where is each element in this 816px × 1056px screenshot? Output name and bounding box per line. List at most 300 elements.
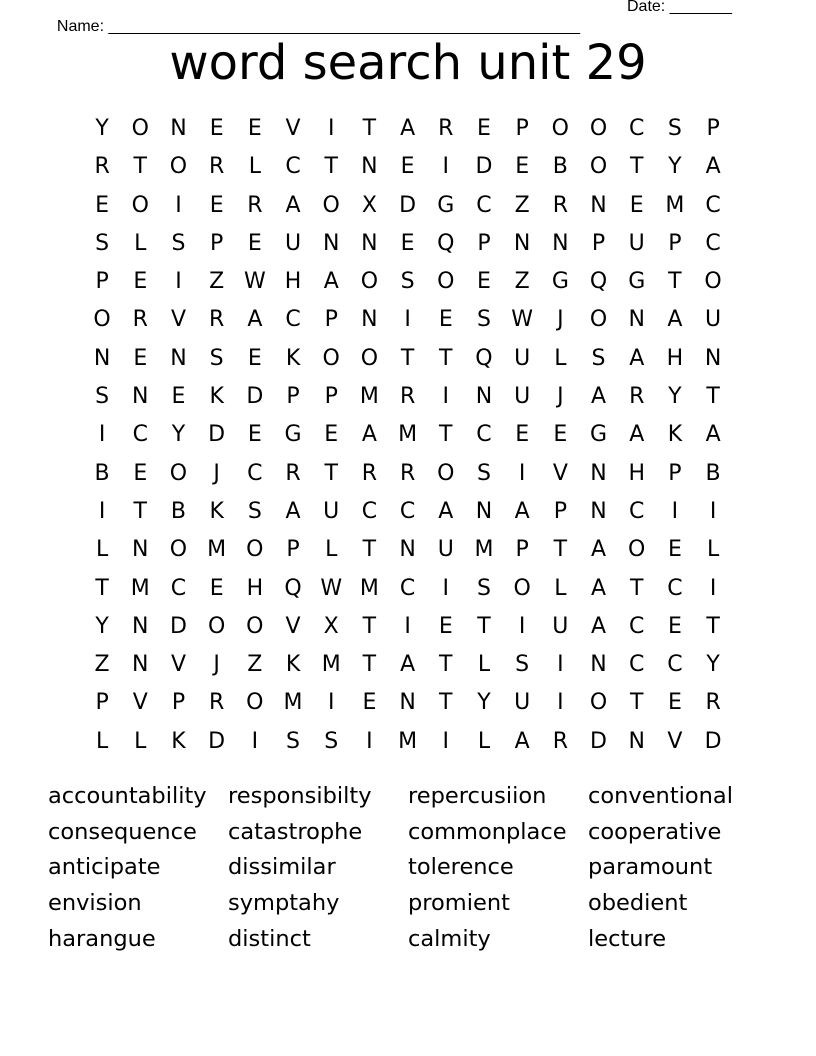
letter-grid	[83, 110, 731, 761]
grid-letter: O	[246, 690, 264, 716]
grid-letter: Y	[477, 690, 491, 716]
grid-letter: N	[132, 384, 149, 410]
grid-letter: V	[552, 460, 568, 486]
grid-letter: L	[325, 537, 338, 563]
grid-letter: M	[359, 384, 379, 410]
grid-letter: T	[706, 384, 720, 410]
grid-letter: Q	[589, 269, 608, 295]
grid-letter: L	[134, 230, 147, 256]
word-list-item: symptahy	[228, 890, 340, 917]
grid-letter: M	[665, 192, 685, 218]
grid-letter: G	[437, 192, 455, 218]
grid-letter: C	[132, 422, 148, 448]
grid-letter: C	[705, 230, 721, 256]
grid-letter: K	[285, 652, 301, 678]
grid-letter: U	[514, 384, 531, 410]
grid-letter: H	[246, 575, 264, 601]
grid-letter: T	[439, 690, 453, 716]
grid-letter: E	[133, 460, 148, 486]
grid-letter: E	[667, 537, 682, 563]
grid-letter: O	[93, 307, 111, 333]
word-list-item: harangue	[48, 925, 156, 952]
grid-letter: M	[321, 652, 341, 678]
grid-letter: R	[399, 460, 416, 486]
grid-letter: T	[324, 460, 338, 486]
grid-letter: P	[477, 230, 491, 256]
grid-letter: N	[361, 230, 378, 256]
grid-letter: T	[439, 345, 453, 371]
grid-letter: P	[286, 537, 300, 563]
word-list-item: paramount	[588, 854, 713, 881]
grid-letter: D	[590, 728, 607, 754]
grid-letter: U	[514, 345, 531, 371]
grid-letter: V	[285, 116, 301, 141]
grid-letter: M	[207, 537, 227, 563]
grid-letter: I	[404, 307, 411, 333]
grid-letter: A	[400, 116, 416, 141]
grid-letter: P	[324, 384, 338, 410]
grid-letter: C	[705, 192, 721, 218]
grid-letter: K	[209, 498, 224, 524]
grid-letter: M	[283, 690, 303, 716]
grid-letter: J	[557, 384, 564, 410]
grid-letter: T	[629, 690, 644, 716]
grid-letter: W	[243, 269, 266, 295]
grid-letter: O	[322, 192, 340, 218]
grid-letter: Z	[514, 192, 530, 218]
grid-letter: I	[442, 575, 450, 601]
grid-letter: P	[95, 269, 109, 295]
grid-letter: E	[362, 690, 377, 716]
grid-letter: E	[171, 384, 186, 410]
grid-letter: N	[475, 498, 493, 524]
grid-letter: E	[247, 422, 262, 448]
grid-letter: N	[628, 307, 645, 333]
grid-letter: N	[132, 537, 149, 563]
grid-letter: M	[474, 537, 494, 563]
grid-letter: P	[210, 230, 224, 256]
grid-letter: P	[706, 116, 720, 141]
grid-letter: E	[400, 230, 415, 256]
grid-letter: E	[667, 690, 682, 716]
grid-letter: O	[207, 613, 226, 639]
grid-letter: R	[361, 460, 378, 486]
grid-letter: O	[360, 269, 379, 295]
grid-letter: I	[442, 728, 450, 754]
grid-letter: A	[667, 307, 683, 333]
grid-letter: Y	[668, 154, 682, 180]
grid-letter: I	[518, 613, 526, 639]
grid-letter: E	[438, 307, 453, 333]
grid-letter: X	[361, 192, 377, 218]
grid-letter: A	[629, 422, 645, 448]
grid-letter: Z	[247, 652, 263, 678]
grid-letter: L	[554, 575, 567, 601]
grid-letter: U	[323, 498, 340, 524]
grid-letter: N	[590, 192, 607, 218]
grid-letter: V	[667, 728, 683, 754]
grid-letter: L	[248, 154, 261, 180]
grid-letter: W	[320, 575, 343, 601]
grid-letter: R	[247, 192, 263, 218]
grid-letter: R	[552, 192, 568, 218]
word-list-item: catastrophe	[228, 818, 363, 845]
grid-letter: C	[629, 652, 645, 678]
grid-letter: T	[362, 652, 377, 678]
grid-letter: O	[169, 537, 188, 563]
grid-letter: I	[98, 498, 106, 524]
grid-letter: P	[324, 307, 338, 333]
grid-letter: P	[668, 230, 682, 256]
grid-letter: E	[400, 154, 415, 180]
grid-letter: C	[667, 652, 683, 678]
grid-letter: S	[286, 728, 301, 754]
grid-letter: K	[209, 384, 224, 410]
grid-letter: E	[477, 269, 491, 295]
grid-letter: O	[437, 269, 455, 295]
grid-letter: I	[327, 690, 335, 716]
grid-letter: E	[438, 613, 453, 639]
grid-letter: Y	[171, 422, 186, 448]
grid-letter: T	[362, 116, 377, 141]
grid-letter: N	[361, 307, 378, 333]
grid-letter: V	[170, 307, 186, 333]
grid-letter: E	[629, 192, 644, 218]
word-list-item: envision	[48, 890, 142, 917]
grid-letter: C	[399, 575, 416, 601]
grid-letter: I	[518, 460, 526, 486]
grid-letter: A	[591, 575, 607, 601]
word-list	[48, 778, 768, 956]
grid-letter: N	[93, 345, 111, 371]
grid-letter: R	[705, 690, 721, 716]
grid-letter: R	[132, 307, 148, 333]
grid-letter: V	[170, 652, 186, 678]
grid-letter: D	[704, 728, 722, 754]
grid-letter: P	[286, 384, 300, 410]
grid-letter: D	[169, 613, 187, 639]
grid-letter: S	[476, 575, 491, 601]
grid-letter: E	[324, 422, 339, 448]
word-list-item: dissimilar	[228, 854, 336, 881]
grid-letter: L	[134, 728, 147, 754]
grid-letter: P	[515, 537, 529, 563]
grid-letter: O	[246, 613, 264, 639]
grid-letter: S	[476, 460, 491, 486]
grid-letter: N	[590, 498, 607, 524]
grid-letter: U	[437, 537, 454, 563]
grid-letter: S	[591, 345, 606, 371]
grid-letter: V	[285, 613, 301, 639]
grid-letter: Z	[514, 269, 530, 295]
grid-letter: D	[399, 192, 417, 218]
grid-letter: I	[366, 728, 373, 754]
word-list-item: conventional	[588, 783, 733, 809]
grid-letter: N	[399, 537, 416, 563]
grid-letter: A	[247, 307, 263, 333]
name-field-label: Name: _____________________________________________________	[56, 18, 581, 35]
grid-letter: W	[511, 307, 534, 333]
grid-letter: N	[132, 613, 149, 639]
grid-letter: N	[704, 345, 722, 371]
grid-letter: M	[130, 575, 150, 601]
grid-letter: N	[170, 116, 187, 141]
grid-letter: T	[133, 154, 147, 180]
grid-letter: E	[477, 116, 491, 141]
grid-letter: O	[322, 345, 340, 371]
grid-letter: U	[705, 307, 722, 333]
grid-letter: G	[284, 422, 302, 448]
word-list-item: tolerence	[408, 854, 514, 881]
grid-letter: E	[515, 422, 530, 448]
grid-letter: A	[591, 537, 607, 563]
grid-letter: H	[284, 269, 302, 295]
word-list-item: obedient	[588, 890, 688, 917]
word-list-item: lecture	[588, 925, 667, 952]
grid-letter: L	[95, 537, 109, 563]
word-list-item: cooperative	[588, 818, 722, 845]
grid-letter: A	[361, 422, 377, 448]
grid-letter: I	[671, 498, 679, 524]
grid-letter: P	[668, 460, 682, 486]
grid-letter: Q	[284, 575, 302, 601]
word-list-item: distinct	[228, 925, 311, 952]
grid-letter: B	[552, 154, 568, 180]
grid-letter: Y	[668, 384, 682, 410]
word-list-item: repercusiion	[408, 783, 547, 809]
grid-letter: X	[323, 613, 339, 639]
grid-letter: A	[629, 345, 645, 371]
grid-letter: C	[629, 498, 645, 524]
grid-letter: R	[209, 307, 225, 333]
grid-letter: T	[439, 422, 453, 448]
grid-letter: I	[442, 384, 450, 410]
grid-letter: C	[399, 498, 416, 524]
grid-letter: T	[629, 575, 644, 601]
grid-letter: C	[247, 460, 263, 486]
grid-letter: Q	[437, 230, 455, 256]
grid-letter: E	[247, 116, 262, 141]
grid-letter: E	[209, 575, 224, 601]
grid-letter: B	[705, 460, 721, 486]
grid-letter: Y	[706, 652, 720, 678]
grid-letter: L	[477, 728, 491, 754]
grid-letter: N	[628, 728, 645, 754]
grid-letter: E	[95, 192, 110, 218]
grid-letter: T	[362, 613, 377, 639]
grid-letter: R	[285, 460, 301, 486]
grid-letter: E	[247, 230, 262, 256]
grid-letter: A	[705, 154, 721, 180]
grid-letter: H	[666, 345, 684, 371]
grid-letter: S	[209, 345, 224, 371]
grid-letter: E	[515, 154, 530, 180]
grid-letter: C	[361, 498, 378, 524]
grid-letter: E	[133, 345, 148, 371]
grid-letter: R	[438, 116, 454, 141]
grid-letter: M	[398, 422, 418, 448]
grid-letter: L	[554, 345, 567, 371]
grid-letter: B	[170, 498, 187, 524]
grid-letter: R	[94, 154, 110, 180]
grid-letter: I	[404, 613, 411, 639]
grid-letter: S	[247, 498, 262, 524]
grid-letter: R	[209, 690, 225, 716]
grid-letter: O	[169, 154, 188, 180]
grid-letter: S	[667, 116, 682, 141]
grid-letter: A	[591, 613, 607, 639]
grid-letter: O	[169, 460, 188, 486]
grid-letter: S	[400, 269, 415, 295]
grid-letter: H	[628, 460, 645, 486]
grid-letter: C	[476, 422, 492, 448]
word-list-item: accountability	[48, 783, 207, 809]
grid-letter: T	[477, 613, 491, 639]
grid-letter: I	[709, 575, 717, 601]
grid-letter: B	[94, 460, 110, 486]
grid-letter: S	[95, 230, 110, 256]
grid-letter: R	[552, 728, 568, 754]
grid-letter: K	[171, 728, 186, 754]
grid-letter: O	[628, 537, 646, 563]
grid-letter: L	[95, 728, 109, 754]
grid-letter: R	[629, 384, 645, 410]
grid-letter: T	[439, 652, 453, 678]
grid-letter: N	[475, 384, 493, 410]
grid-letter: U	[284, 230, 302, 256]
grid-letter: E	[553, 422, 568, 448]
grid-letter: T	[362, 537, 377, 563]
grid-letter: C	[285, 307, 301, 333]
grid-letter: T	[133, 498, 147, 524]
grid-letter: A	[514, 498, 530, 524]
grid-letter: Q	[475, 345, 493, 371]
grid-letter: P	[95, 690, 109, 716]
grid-letter: S	[324, 728, 339, 754]
grid-letter: E	[247, 345, 262, 371]
grid-letter: T	[553, 537, 568, 563]
grid-letter: Y	[95, 613, 109, 639]
grid-letter: T	[324, 154, 338, 180]
grid-letter: N	[132, 652, 149, 678]
grid-letter: A	[323, 269, 339, 295]
grid-letter: N	[552, 230, 569, 256]
grid-letter: C	[667, 575, 683, 601]
grid-letter: E	[667, 613, 682, 639]
grid-letter: N	[170, 345, 187, 371]
grid-letter: G	[590, 422, 608, 448]
grid-letter: O	[589, 307, 608, 333]
grid-letter: N	[361, 154, 378, 180]
page-title: word search unit 29	[169, 35, 647, 91]
grid-letter: T	[95, 575, 109, 601]
grid-letter: O	[131, 192, 149, 218]
grid-letter: C	[170, 575, 187, 601]
grid-letter: S	[171, 230, 186, 256]
grid-letter: O	[131, 116, 149, 141]
grid-letter: I	[175, 269, 182, 295]
grid-letter: O	[246, 537, 264, 563]
grid-letter: C	[476, 192, 492, 218]
grid-letter: O	[360, 345, 379, 371]
grid-letter: C	[285, 154, 301, 180]
grid-letter: M	[398, 728, 418, 754]
grid-letter: G	[628, 269, 646, 295]
grid-letter: I	[442, 154, 450, 180]
grid-letter: T	[668, 269, 682, 295]
grid-letter: A	[705, 422, 721, 448]
grid-letter: N	[590, 652, 607, 678]
word-list-item: consequence	[48, 818, 197, 845]
grid-letter: I	[709, 498, 717, 524]
grid-letter: U	[552, 613, 569, 639]
grid-letter: A	[400, 652, 416, 678]
grid-letter: O	[589, 154, 608, 180]
grid-letter: D	[208, 728, 226, 754]
grid-letter: P	[515, 116, 529, 141]
grid-letter: J	[213, 652, 220, 678]
grid-letter: T	[706, 613, 720, 639]
grid-letter: E	[209, 192, 224, 218]
grid-letter: K	[285, 345, 301, 371]
grid-letter: K	[667, 422, 683, 448]
grid-letter: I	[98, 422, 106, 448]
grid-letter: I	[251, 728, 259, 754]
grid-letter: O	[551, 116, 569, 141]
grid-letter: S	[476, 307, 491, 333]
grid-letter: P	[171, 690, 186, 716]
grid-letter: P	[591, 230, 606, 256]
grid-letter: N	[590, 460, 607, 486]
grid-letter: D	[475, 154, 493, 180]
grid-letter: U	[628, 230, 645, 256]
word-list-item: commonplace	[408, 818, 567, 845]
grid-letter: D	[246, 384, 264, 410]
grid-letter: N	[399, 690, 416, 716]
grid-letter: R	[209, 154, 225, 180]
grid-letter: D	[208, 422, 226, 448]
grid-letter: S	[95, 384, 110, 410]
grid-letter: A	[438, 498, 454, 524]
grid-letter: P	[553, 498, 567, 524]
grid-letter: N	[322, 230, 340, 256]
grid-letter: L	[477, 652, 491, 678]
grid-letter: L	[706, 537, 720, 563]
grid-letter: I	[557, 690, 564, 716]
grid-letter: A	[285, 192, 301, 218]
grid-letter: O	[589, 690, 608, 716]
grid-letter: S	[515, 652, 530, 678]
grid-letter: C	[629, 613, 645, 639]
grid-letter: Y	[95, 116, 109, 141]
grid-letter: T	[629, 154, 644, 180]
date-field-label: Date: _______	[627, 0, 732, 15]
grid-letter: R	[399, 384, 416, 410]
grid-letter: E	[133, 269, 148, 295]
grid-letter: C	[629, 116, 645, 141]
grid-letter: O	[513, 575, 531, 601]
word-list-item: anticipate	[48, 854, 161, 881]
grid-letter: U	[514, 690, 531, 716]
grid-letter: T	[400, 345, 415, 371]
grid-letter: A	[285, 498, 301, 524]
word-list-item: promient	[408, 890, 510, 917]
grid-letter: J	[213, 460, 220, 486]
grid-letter: I	[175, 192, 182, 218]
grid-letter: O	[437, 460, 455, 486]
grid-letter: I	[327, 116, 335, 141]
word-list-item: responsibilty	[228, 783, 372, 809]
